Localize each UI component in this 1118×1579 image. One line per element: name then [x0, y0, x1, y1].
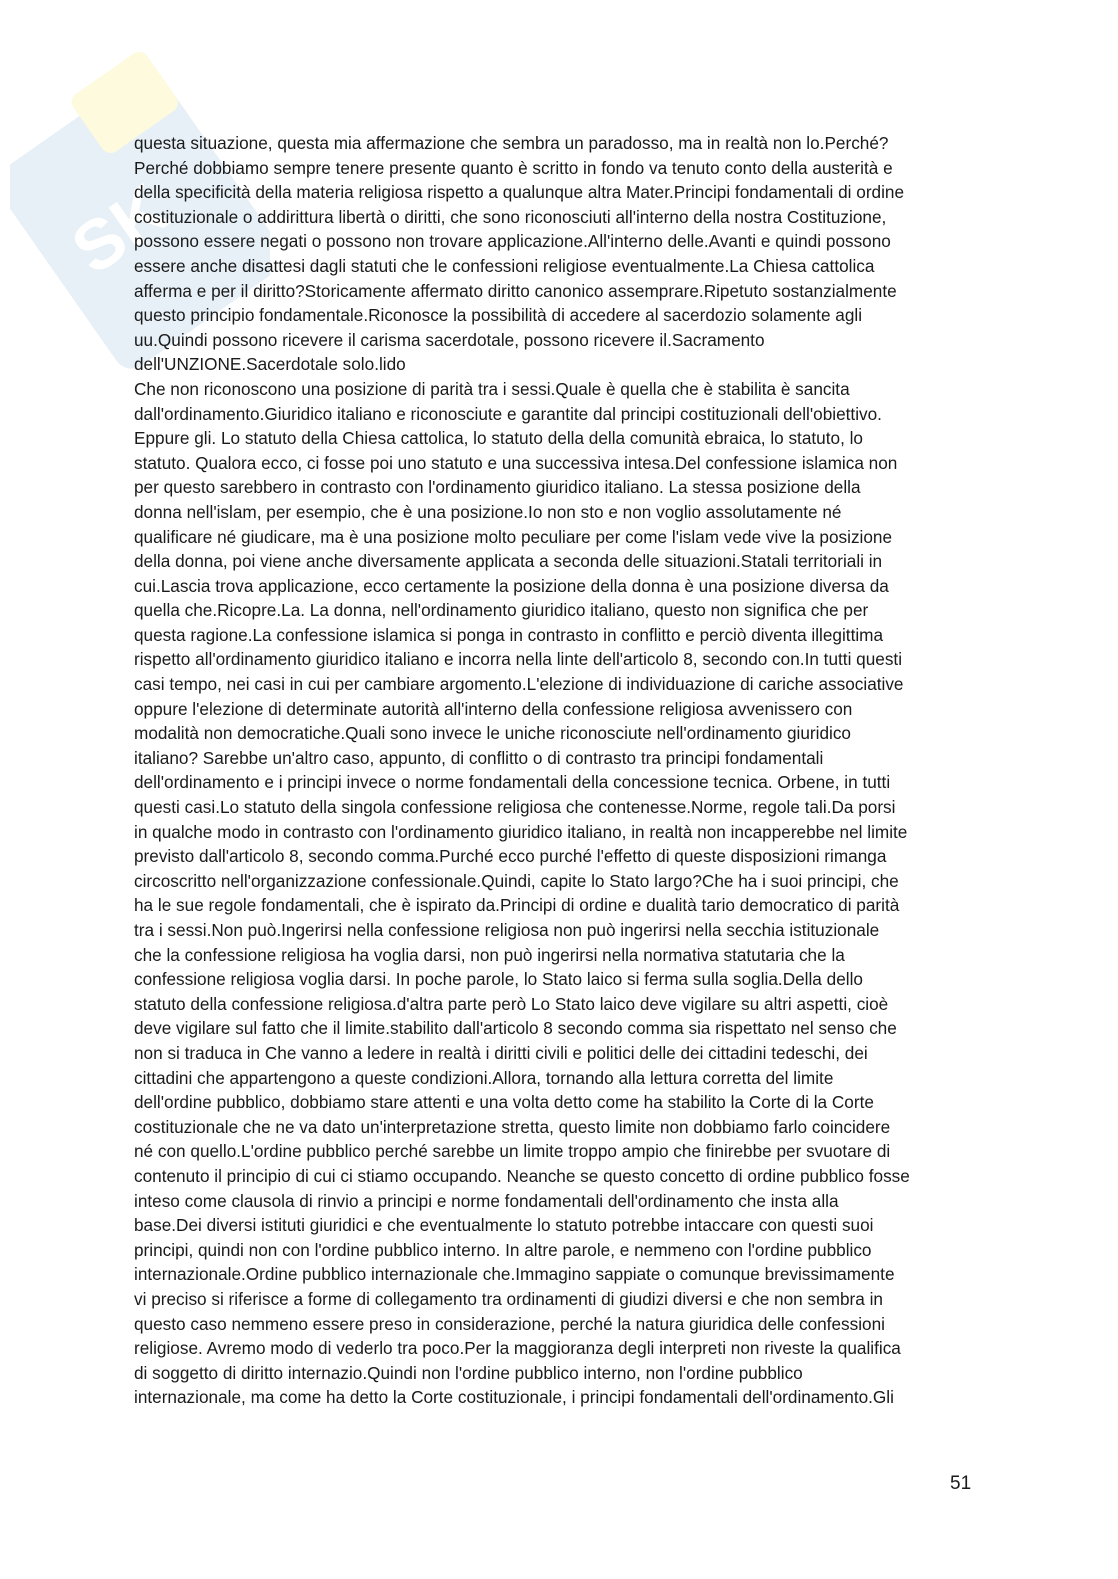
text-line: quella che.Ricopre.La. La donna, nell'ordinamento giuridico italiano, questo non significa che per	[134, 600, 869, 621]
text-line: cittadini che appartengono a queste condizioni.Allora, tornando alla lettura corretta del limite	[134, 1067, 834, 1088]
text-line: italiano? Sarebbe un'altro caso, appunto, di conflitto o di contrasto tra principi fondamentali	[134, 747, 824, 768]
text-line: religiose. Avremo modo di vederlo tra poco.Per la maggioranza degli interpreti non riveste la qualifica	[134, 1338, 901, 1359]
text-line: previsto dall'articolo 8, secondo comma.Purché ecco purché l'effetto di queste disposizioni rimanga	[134, 846, 887, 867]
document-body	[134, 131, 984, 1410]
text-line: qualificare né giudicare, ma è una posizione molto peculiare per come l'islam vede vive la posizione	[134, 526, 893, 547]
text-line: Eppure gli. Lo statuto della Chiesa cattolica, lo statuto della della comunità ebraica, lo statuto, lo	[134, 428, 863, 449]
text-line: afferma e per il diritto?Storicamente affermato diritto canonico assemprare.Ripetuto sostanzialmente	[134, 280, 897, 301]
text-line: essere anche disattesi dagli statuti che le confessioni religiose eventualmente.La Chiesa cattolica	[134, 255, 875, 276]
text-line: casi tempo, nei casi in cui per cambiare argomento.L'elezione di individuazione di cariche associative	[134, 674, 904, 695]
text-line: questo caso nemmeno essere preso in considerazione, perché la natura giuridica delle confessioni	[134, 1313, 885, 1334]
text-line: possono essere negati o possono non trovare applicazione.All'interno delle.Avanti e quindi possono	[134, 231, 891, 252]
text-line: dell'ordine pubblico, dobbiamo stare attenti e una volta detto come ha stabilito la Corte di la Corte	[134, 1092, 874, 1113]
text-line: circoscritto nell'organizzazione confessionale.Quindi, capite lo Stato largo?Che ha i suoi principi, che	[134, 870, 899, 891]
text-line: questa ragione.La confessione islamica si ponga in contrasto in conflitto e perciò diventa illegittima	[134, 624, 884, 645]
text-line: questi casi.Lo statuto della singola confessione religiosa che contenesse.Norme, regole tali.Da porsi	[134, 797, 896, 818]
text-line: base.Dei diversi istituti giuridici e che eventualmente lo statuto potrebbe intaccare con questi suoi	[134, 1215, 874, 1236]
text-line: uu.Quindi possono ricevere il carisma sacerdotale, possono ricevere il.Sacramento	[134, 329, 765, 350]
text-line: dell'ordinamento e i principi invece o norme fondamentali della concessione tecnica. Orbene, in tutti	[134, 772, 891, 793]
svg-text:SK: SK	[57, 169, 183, 289]
text-line: oppure l'elezione di determinate autorità all'interno della confessione religiosa avvenissero con	[134, 698, 853, 719]
text-line: né con quello.L'ordine pubblico perché sarebbe un limite troppo ampio che finirebbe per svuotare di	[134, 1141, 891, 1162]
text-line: questo principio fondamentale.Riconosce la possibilità di accedere al sacerdozio solamente agli	[134, 305, 863, 326]
text-line: per questo sarebbero in contrasto con l'ordinamento giuridico italiano. La stessa posizione della	[134, 477, 861, 498]
text-line: contenuto il principio di cui ci stiamo occupando. Neanche se questo concetto di ordine pubblico fosse	[134, 1165, 910, 1186]
text-line: vi preciso si riferisce a forme di collegamento tra ordinamenti di giudizi diversi e che non sembra in	[134, 1288, 883, 1309]
text-line: in qualche modo in contrasto con l'ordinamento giuridico italiano, in realtà non incapperebbe nel limite	[134, 821, 908, 842]
page-number: 51	[950, 1473, 972, 1494]
text-line: che la confessione religiosa ha voglia darsi, non può ingerirsi nella normativa statutaria che la	[134, 944, 845, 965]
text-line: inteso come clausola di rinvio a principi e norme fondamentali dell'ordinamento che insta alla	[134, 1190, 839, 1211]
text-line: rispetto all'ordinamento giuridico italiano e incorra nella linte dell'articolo 8, secondo con.In tutti questi	[134, 649, 903, 670]
text-line: deve vigilare sul fatto che il limite.stabilito dall'articolo 8 secondo comma sia rispettato nel senso che	[134, 1018, 897, 1039]
text-line: questa situazione, questa mia affermazione che sembra un paradosso, ma in realtà non lo.Perché?	[134, 133, 889, 153]
text-line: della specificità della materia religiosa rispetto a qualunque altra Mater.Principi fondamentali di ordine	[134, 182, 905, 203]
text-line: non si traduca in Che vanno a ledere in realtà i diritti civili e politici delle dei cittadini tedeschi, dei	[134, 1042, 868, 1063]
text-line: ha le sue regole fondamentali, che è ispirato da.Principi di ordine e dualità tario democratico di parità	[134, 895, 900, 916]
text-line: costituzionale o addirittura libertà o diritti, che sono riconosciuti all'interno della nostra Costituzione,	[134, 206, 887, 227]
text-line: Che non riconoscono una posizione di parità tra i sessi.Quale è quella che è stabilita è sancita	[134, 378, 850, 399]
text-line: donna nell'islam, per esempio, che è una posizione.Io non sto e non voglio assolutamente né	[134, 501, 842, 522]
text-line: statuto della confessione religiosa.d'altra parte però Lo Stato laico deve vigilare su altri aspetti, cioè	[134, 993, 889, 1014]
text-line: dall'ordinamento.Giuridico italiano e riconosciute e garantite dal principi costituzionali dell'obiettivo.	[134, 403, 882, 424]
text-line: cui.Lascia trova applicazione, ecco certamente la posizione della donna è una posizione diversa da	[134, 575, 889, 596]
text-line: modalità non democratiche.Quali sono invece le uniche riconosciute nell'ordinamento giuridico	[134, 723, 851, 744]
text-line: Perché dobbiamo sempre tenere presente quanto è scritto in fondo va tenuto conto della austerità e	[134, 157, 893, 178]
text-line: confessione religiosa voglia darsi. In poche parole, lo Stato laico si ferma sulla soglia.Della dello	[134, 969, 863, 990]
text-line: internazionale, ma come ha detto la Corte costituzionale, i principi fondamentali dell'ordinamento.Gli	[134, 1387, 894, 1408]
text-line: statuto. Qualora ecco, ci fosse poi uno statuto e una successiva intesa.Del confessione islamica non	[134, 452, 898, 473]
text-line: dell'UNZIONE.Sacerdotale solo.lido	[134, 354, 406, 375]
text-line: tra i sessi.Non può.Ingerirsi nella confessione religiosa non può ingerirsi nella secchia istituzionale	[134, 920, 880, 940]
text-line: costituzionale che ne va dato un'interpretazione stretta, questo limite non dobbiamo farlo coincidere	[134, 1116, 891, 1137]
text-line: principi, quindi non con l'ordine pubblico interno. In altre parole, e nemmeno con l'ordine pubblico	[134, 1239, 872, 1260]
text-line: di soggetto di diritto internazio.Quindi non l'ordine pubblico interno, non l'ordine pubblico	[134, 1362, 803, 1383]
text-line: internazionale.Ordine pubblico internazionale che.Immagino sappiate o comunque brevissimamente	[134, 1264, 895, 1285]
text-line: della donna, poi viene anche diversamente applicata a seconda delle situazioni.Statali territoriali in	[134, 551, 883, 572]
